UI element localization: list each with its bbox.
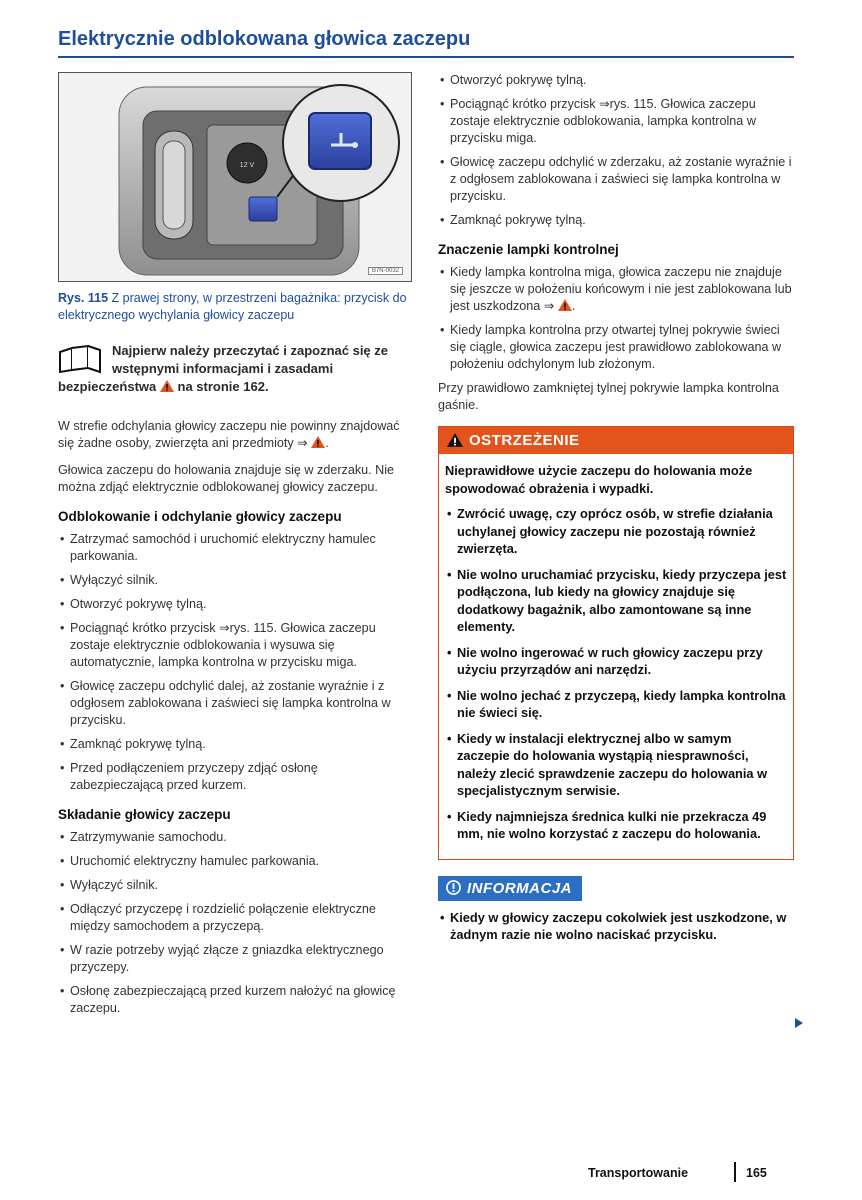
info-icon	[446, 880, 461, 895]
notice-text: Najpierw należy przeczytać i zapoznać się ze wstępnymi informacjami i zasadami bezpieczeństwa	[58, 343, 389, 394]
warning-body	[439, 454, 793, 859]
list-item: • Pociągnąć krótko przycisk ⇒rys. 115. Głowica zaczepu zostaje elektrycznie odblokowania i wysuwa się automatycznie, lampka kontrolna w przycisku miga.	[58, 620, 410, 671]
lamp-item-text: Kiedy lampka kontrolna miga, głowica zaczepu nie znajduje się jeszcze w położeniu końcowym i nie jest zablokowana lub jest uszkodzona ⇒	[450, 265, 792, 313]
lamp-closing-paragraph: Przy prawidłowo zamkniętej tylnej pokrywie lampka kontrolna gaśnie.	[438, 381, 779, 412]
warning-box	[438, 426, 794, 860]
list-item: • Otworzyć pokrywę tylną.	[438, 72, 794, 89]
warning-intro: Nieprawidłowe użycie zaczepu do holowania może spowodować obrażenia i wypadki.	[445, 463, 753, 496]
zone-paragraph-text: W strefie odchylania głowicy zaczepu nie powinny znajdować się żadne osoby, zwierzęta ani przedmioty ⇒	[58, 419, 400, 450]
section-heading-lamp: Znaczenie lampki kontrolnej	[438, 242, 619, 257]
intro-notice	[58, 342, 410, 396]
continue-arrow-icon	[795, 1018, 803, 1028]
info-title: INFORMACJA	[467, 879, 572, 897]
book-icon	[58, 344, 104, 374]
left-column	[58, 290, 410, 1024]
notice-suffix: na stronie 162.	[177, 379, 269, 394]
list-item: • Odłączyć przyczepę i rozdzielić połączenie elektryczne między samochodem a przyczepą.	[58, 901, 410, 935]
warning-triangle-icon	[447, 433, 463, 447]
section-heading-fold: Składanie głowicy zaczepu	[58, 807, 231, 822]
list-item: • Uruchomić elektryczny hamulec parkowania.	[58, 853, 410, 870]
title-rule	[58, 56, 794, 58]
warning-triangle-icon	[311, 436, 325, 448]
list-item: • Wyłączyć silnik.	[58, 877, 410, 894]
list-item: • Kiedy lampka kontrolna miga, głowica zaczepu nie znajduje się jeszcze w położeniu końcowym i nie jest zablokowana lub jest uszkodzona ⇒ .	[438, 264, 794, 315]
warning-item: • Kiedy najmniejsza średnica kulki nie przekracza 49 mm, nie wolno korzystać z zaczepu do holowania.	[445, 808, 787, 843]
list-item: • Otworzyć pokrywę tylną.	[58, 596, 410, 613]
info-item: • Kiedy w głowicy zaczepu cokolwiek jest uszkodzone, w żadnym razie nie wolno naciskać przycisku.	[438, 909, 794, 944]
list-item: • Zatrzymywanie samochodu.	[58, 829, 410, 846]
list-item: • Osłonę zabezpieczającą przed kurzem nałożyć na głowicę zaczepu.	[58, 983, 410, 1017]
list-item: • Pociągnąć krótko przycisk ⇒rys. 115. Głowica zaczepu zostaje elektrycznie odblokowania, lampka kontrolna w przycisku miga.	[438, 96, 794, 147]
list-item: • Wyłączyć silnik.	[58, 572, 410, 589]
trunk-button-illustration	[59, 73, 411, 281]
section-heading-unlock: Odblokowanie i odchylanie głowicy zaczepu	[58, 509, 342, 524]
figure-caption	[58, 290, 410, 324]
warning-triangle-icon	[558, 299, 572, 311]
footer-separator	[734, 1162, 736, 1182]
list-item: • Głowicę zaczepu odchylić w zderzaku, aż zostanie wyraźnie i z odgłosem zablokowana i zaświeci się lampka kontrolna w przycisku.	[438, 154, 794, 205]
warning-item: • Nie wolno ingerować w ruch głowicy zaczepu przy użyciu przyrządów ani narzędzi.	[445, 644, 787, 679]
warning-header	[439, 427, 793, 454]
list-item: • Głowicę zaczepu odchylić dalej, aż zostanie wyraźnie i z odgłosem zablokowana i zaświeci się lampka kontrolna w przycisku.	[58, 678, 410, 729]
warning-item: • Nie wolno uruchamiać przycisku, kiedy przyczepa jest podłączona, lub kiedy na głowicy znajduje się dodatkowy bagażnik, albo zamontowane są inne elementy.	[445, 566, 787, 636]
info-body	[438, 909, 794, 944]
list-item: • Kiedy lampka kontrolna przy otwartej tylnej pokrywie świeci się ciągle, głowica zaczepu jest prawidłowo zablokowana w położeniu odchylonym lub złożonym.	[438, 322, 794, 373]
warning-item: • Kiedy w instalacji elektrycznej albo w samym zaczepie do holowania wystąpią niesprawności, należy zlecić sprawdzenie zaczepu do holowania w specjalistycznym serwisie.	[445, 730, 787, 800]
footer-section-name: Transportowanie	[588, 1166, 689, 1180]
caption-text: Z prawej strony, w przestrzeni bagażnika: przycisk do elektrycznego wychylania głowicy zaczepu	[58, 291, 407, 322]
warning-title: OSTRZEŻENIE	[469, 432, 580, 449]
list-item: • Zatrzymać samochód i uruchomić elektryczny hamulec parkowania.	[58, 531, 410, 565]
caption-prefix: Rys. 115	[58, 291, 109, 305]
warning-triangle-icon	[160, 380, 174, 392]
warning-item: • Zwrócić uwagę, czy oprócz osób, w strefie działania uchylanej głowicy zaczepu nie pozostają również zwierzęta.	[445, 505, 787, 558]
list-item: • W razie potrzeby wyjąć złącze z gniazdka elektrycznego przyczepy.	[58, 942, 410, 976]
zone-paragraph: W strefie odchylania głowicy zaczepu nie powinny znajdować się żadne osoby, zwierzęta ani przedmioty ⇒ .	[58, 419, 400, 450]
page-title: Elektrycznie odblokowana głowica zaczepu	[58, 28, 471, 50]
warning-item: • Nie wolno jechać z przyczepą, kiedy lampka kontrolna nie świeci się.	[445, 687, 787, 722]
list-item: • Zamknąć pokrywę tylną.	[438, 212, 794, 229]
right-column	[438, 72, 794, 951]
footer-page-number: 165	[746, 1166, 767, 1180]
figure-id-label: B7N-0032	[368, 267, 403, 275]
figure-trunk-button	[58, 72, 412, 282]
bumper-paragraph: Głowica zaczepu do holowania znajduje się w zderzaku. Nie można zdjąć elektrycznie odblokowanej głowicy zaczepu.	[58, 463, 395, 494]
info-header	[438, 876, 582, 901]
socket-label: 12 V	[239, 162, 255, 169]
list-item: • Zamknąć pokrywę tylną.	[58, 736, 410, 753]
list-item: • Przed podłączeniem przyczepy zdjąć osłonę zabezpieczającą przed kurzem.	[58, 760, 410, 794]
